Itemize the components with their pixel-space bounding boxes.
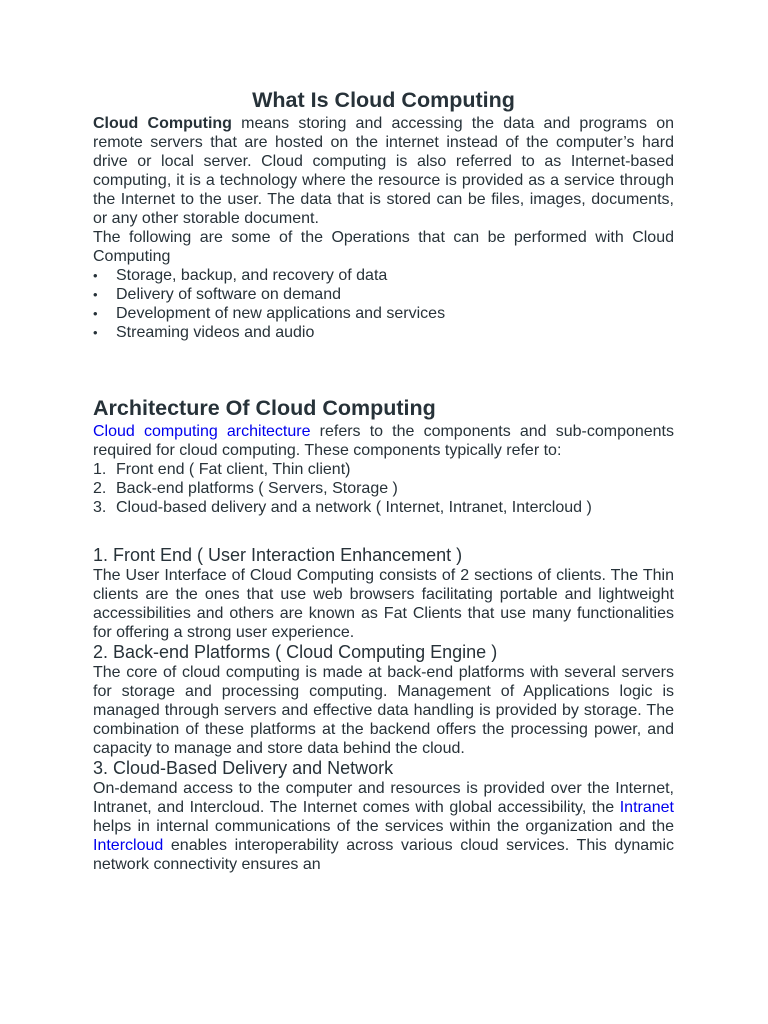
list-item-text: Storage, backup, and recovery of data (116, 267, 388, 284)
page-title: What Is Cloud Computing (252, 88, 515, 112)
intro-bold-term: Cloud Computing (93, 115, 232, 132)
list-item (93, 266, 674, 285)
list-item-text: Cloud-based delivery and a network ( Internet, Intranet, Intercloud ) (116, 499, 592, 516)
intercloud-link[interactable]: Intercloud (93, 837, 164, 854)
back-end-heading: 2. Back-end Platforms ( Cloud Computing Engine ) (93, 642, 498, 662)
operations-intro: The following are some of the Operations that can be performed with Cloud Computing (93, 229, 674, 265)
front-end-heading: 1. Front End ( User Interaction Enhancement ) (93, 545, 463, 565)
intro-text: means storing and accessing the data and programs on remote servers that are hosted on the internet instead of the computer’s hard drive or local server. Cloud computing is also referred to as Internet-based computing, it is a technology where the resource is provided as a service through the Internet to the user. The data that is stored can be files, images, documents, or any other storable document. (93, 115, 674, 227)
operations-list (93, 266, 674, 342)
architecture-paragraph (93, 422, 674, 460)
intro-paragraph (93, 114, 674, 228)
list-item-number: 2. (93, 480, 107, 497)
components-list (93, 460, 674, 517)
document-page (93, 86, 674, 874)
list-item (93, 285, 674, 304)
list-item-text: Delivery of software on demand (116, 286, 341, 303)
intranet-link[interactable]: Intranet (619, 799, 674, 816)
list-item-text: Development of new applications and services (116, 305, 446, 322)
list-item-number: 1. (93, 461, 107, 478)
list-item (93, 460, 674, 479)
list-item-text: Streaming videos and audio (116, 324, 315, 341)
list-item-text: Back-end platforms ( Servers, Storage ) (116, 480, 398, 497)
architecture-heading: Architecture Of Cloud Computing (93, 396, 436, 420)
back-end-paragraph: The core of cloud computing is made at back-end platforms with several servers for storage and processing computing. Management of Applications logic is managed through servers and effective data handling is provided by storage. The combination of these platforms at the backend offers the processing power, and capacity to manage and store data behind the cloud. (93, 664, 674, 757)
architecture-text: refers to the components and sub-components required for cloud computing. These components typically refer to: (93, 423, 675, 459)
list-item (93, 498, 674, 517)
list-item-number: 3. (93, 499, 107, 516)
bullet-icon: • (93, 325, 98, 340)
architecture-link[interactable]: Cloud computing architecture (93, 423, 311, 440)
delivery-heading: 3. Cloud-Based Delivery and Network (93, 758, 394, 778)
bullet-icon: • (93, 287, 98, 302)
delivery-text-3: enables interoperability across various cloud services. This dynamic network connectivity ensures an (93, 837, 674, 873)
list-item (93, 479, 674, 498)
delivery-paragraph (93, 779, 674, 874)
list-item-text: Front end ( Fat client, Thin client) (116, 461, 351, 478)
delivery-text-1: On-demand access to the computer and resources is provided over the Internet, Intranet, and Intercloud. The Internet comes with global accessibility, the (93, 780, 674, 816)
delivery-text-2: helps in internal communications of the services within the organization and the (93, 818, 674, 835)
front-end-paragraph: The User Interface of Cloud Computing consists of 2 sections of clients. The Thin clients are the ones that use web browsers facilitating portable and lightweight accessibilities and others are known as Fat Clients that use many functionalities for offering a strong user experience. (93, 567, 674, 641)
list-item (93, 323, 674, 342)
bullet-icon: • (93, 306, 98, 321)
bullet-icon: • (93, 268, 98, 283)
list-item (93, 304, 674, 323)
